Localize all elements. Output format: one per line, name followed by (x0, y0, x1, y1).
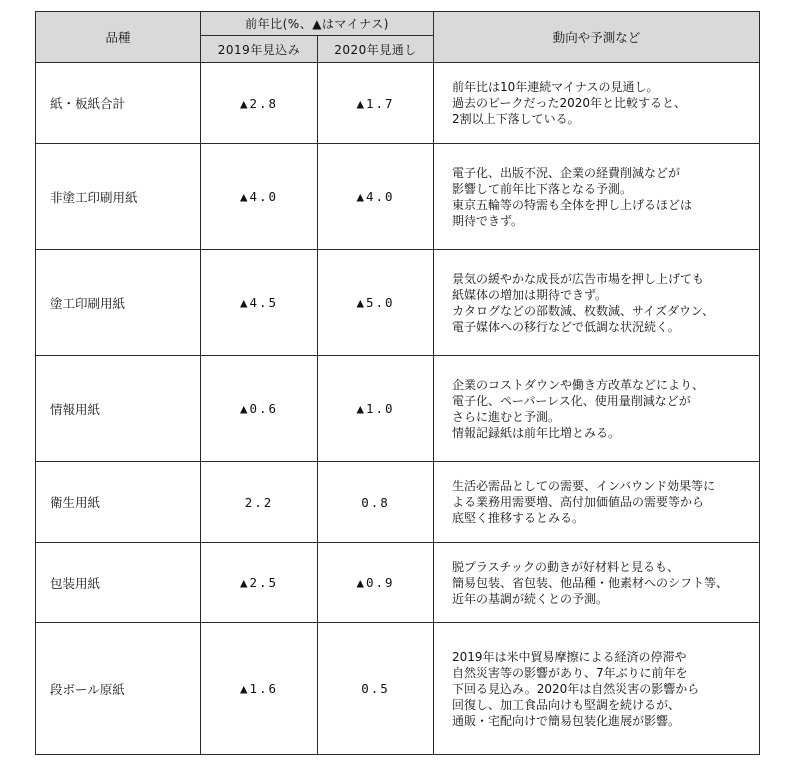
row-2019-value: ▲0.6 (201, 356, 318, 462)
header-trend: 動向や予測など (434, 12, 760, 63)
note-line: 脱プラスチックの動きが好材料と見るも、 (452, 559, 680, 574)
note-line: 紙媒体の増加は期待できず。 (452, 287, 608, 302)
note-line: 簡易包装、省包装、他品種・他素材へのシフト等、 (452, 575, 729, 590)
header-type: 品種 (36, 12, 201, 63)
row-2020-value: ▲4.0 (318, 144, 434, 250)
row-2020-value: ▲5.0 (318, 250, 434, 356)
note-line: 電子媒体への移行などで低調な状況続く。 (452, 319, 680, 334)
table-row (36, 623, 760, 755)
row-name: 塗工印刷用紙 (36, 250, 201, 356)
note-line: 底堅く推移するとみる。 (452, 511, 585, 525)
paper-forecast-table (35, 11, 760, 755)
note-line: 回復し、加工食品向けも堅調を続けるが、 (452, 697, 681, 712)
row-name: 衛生用紙 (36, 462, 201, 543)
row-note (434, 462, 760, 543)
row-name: 紙・板紙合計 (36, 63, 201, 144)
note-line: 期待できず。 (452, 213, 524, 228)
header-row-1 (36, 12, 760, 36)
note-line: 通販・宅配向けで簡易包装化進展が影響。 (452, 713, 681, 728)
row-2019-value: ▲2.8 (201, 63, 318, 144)
row-note (434, 356, 760, 462)
note-line: 下回る見込み。2020年は自然災害の影響から (452, 681, 700, 696)
table-row (36, 63, 760, 144)
note-line: 2019年は米中貿易摩擦による経済の停滞や (452, 649, 687, 664)
header-2020: 2020年見通し (318, 36, 434, 63)
table-row (36, 356, 760, 462)
row-2019-value: ▲4.5 (201, 250, 318, 356)
note-line: 電子化、ペーパーレス化、使用量削減などが (452, 393, 691, 408)
note-line: 東京五輪等の特需も全体を押し上げるほどは (452, 197, 693, 212)
row-2019-value: ▲2.5 (201, 543, 318, 623)
row-note (434, 63, 760, 144)
note-line: 近年の基調が続くとの予測。 (452, 591, 609, 606)
header-yoy: 前年比(%、▲はマイナス) (201, 12, 434, 36)
table-row (36, 144, 760, 250)
row-name: 包装用紙 (36, 543, 201, 623)
note-line: 電子化、出版不況、企業の経費削減などが (452, 165, 681, 180)
row-2019-value: 2.2 (201, 462, 318, 543)
row-name: 情報用紙 (36, 356, 201, 462)
row-2020-value: 0.5 (318, 623, 434, 755)
note-line: 2割以上下落している。 (452, 112, 580, 126)
table-row (36, 543, 760, 623)
row-name: 段ボール原紙 (36, 623, 201, 755)
row-2020-value: ▲0.9 (318, 543, 434, 623)
row-note (434, 623, 760, 755)
row-note (434, 543, 760, 623)
table-row (36, 462, 760, 543)
row-name: 非塗工印刷用紙 (36, 144, 201, 250)
row-note (434, 144, 760, 250)
note-line: 情報記録紙は前年比増とみる。 (452, 425, 621, 440)
note-line: 影響して前年比下落となる予測。 (452, 181, 633, 196)
row-2019-value: ▲1.6 (201, 623, 318, 755)
row-2020-value: ▲1.7 (318, 63, 434, 144)
note-line: 企業のコストダウンや働き方改革などにより、 (452, 377, 705, 392)
row-2020-value: 0.8 (318, 462, 434, 543)
row-note (434, 250, 760, 356)
note-line: 前年比は10年連続マイナスの見通し。 (452, 80, 659, 94)
note-line: カタログなどの部数減、枚数減、サイズダウン、 (452, 303, 715, 318)
note-line: 過去のピークだった2020年と比較すると、 (452, 96, 687, 110)
note-line: 生活必需品としての需要、インバウンド効果等に (452, 479, 716, 493)
note-line: 景気の緩やかな成長が広告市場を押し上げても (452, 271, 705, 286)
note-line: さらに進むと予測。 (452, 409, 561, 424)
note-line: 自然災害等の影響があり、7年ぶりに前年を (452, 665, 688, 680)
header-2019: 2019年見込み (201, 36, 318, 63)
row-2019-value: ▲4.0 (201, 144, 318, 250)
note-line: よる業務用需要増、高付加価値品の需要等から (452, 495, 705, 509)
table-row (36, 250, 760, 356)
row-2020-value: ▲1.0 (318, 356, 434, 462)
